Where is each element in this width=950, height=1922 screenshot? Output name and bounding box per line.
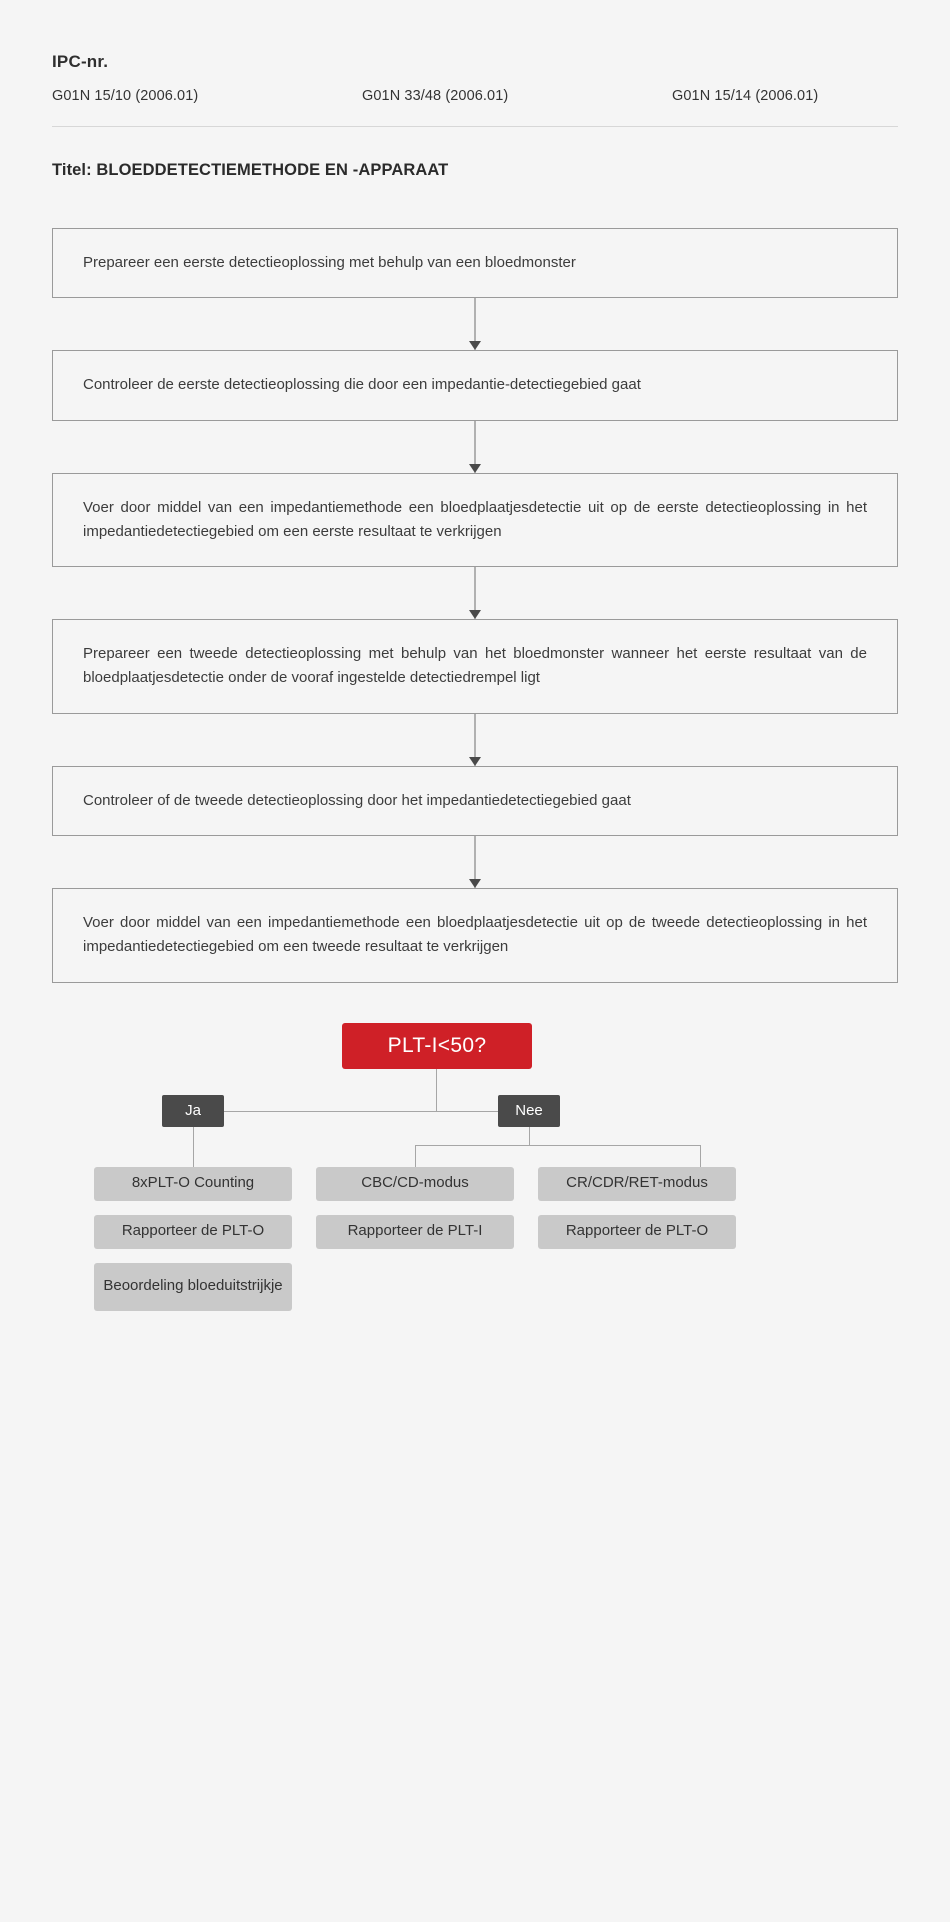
flow-step-5: Controleer of de tweede detectieoplossing door het impedantiedetectiegebied gaat	[52, 766, 898, 836]
flow-arrow	[52, 421, 898, 473]
arrow-head-icon	[469, 341, 481, 350]
tree-connector	[700, 1145, 701, 1167]
flow-arrow	[52, 714, 898, 766]
tree-connector	[193, 1111, 529, 1112]
header-divider	[52, 126, 898, 127]
arrow-head-icon	[469, 879, 481, 888]
arrow-head-icon	[469, 464, 481, 473]
leaf-report-plt-o-no: Rapporteer de PLT-O	[538, 1215, 736, 1249]
leaf-cbc-cd-mode: CBC/CD-modus	[316, 1167, 514, 1201]
ipc-code: G01N 15/14 (2006.01)	[672, 88, 819, 104]
flow-arrow	[52, 298, 898, 350]
process-flow	[52, 228, 898, 983]
branch-label-no: Nee	[498, 1095, 560, 1127]
tree-connector	[436, 1069, 437, 1111]
page-title: Titel: BLOEDDETECTIEMETHODE EN -APPARAAT	[52, 161, 449, 179]
tree-connector	[529, 1127, 530, 1145]
branch-label-yes: Ja	[162, 1095, 224, 1127]
flow-step-4: Prepareer een tweede detectieoplossing met behulp van het bloedmonster wanneer het eerste resultaat van de bloedplaatjesdetectie onder de vooraf ingestelde detectiedrempel ligt	[52, 619, 898, 714]
tree-connector	[415, 1145, 416, 1167]
ipc-code: G01N 15/10 (2006.01)	[52, 88, 199, 104]
decision-tree	[52, 1013, 898, 1313]
decision-node: PLT-I<50?	[342, 1023, 532, 1069]
flow-step-6: Voer door middel van een impedantiemethode een bloedplaatjesdetectie uit op de tweede detectieoplossing in het impedantiedetectiegebied om een tweede resultaat te verkrijgen	[52, 888, 898, 983]
tree-connector	[193, 1127, 194, 1167]
flow-step-1: Prepareer een eerste detectieoplossing met behulp van een bloedmonster	[52, 228, 898, 298]
ipc-code-row	[52, 88, 898, 104]
flow-arrow	[52, 567, 898, 619]
arrow-head-icon	[469, 757, 481, 766]
flow-arrow	[52, 836, 898, 888]
leaf-8x-plt-o-counting: 8xPLT-O Counting	[94, 1167, 292, 1201]
ipc-label: IPC-nr.	[52, 52, 109, 71]
ipc-code: G01N 33/48 (2006.01)	[362, 88, 509, 104]
flow-step-3: Voer door middel van een impedantiemethode een bloedplaatjesdetectie uit op de eerste detectieoplossing in het impedantiedetectiegebied om een eerste resultaat te verkrijgen	[52, 473, 898, 568]
leaf-report-plt-i: Rapporteer de PLT-I	[316, 1215, 514, 1249]
leaf-cr-cdr-ret-mode: CR/CDR/RET-modus	[538, 1167, 736, 1201]
tree-connector	[415, 1145, 700, 1146]
ipc-section	[52, 52, 898, 104]
leaf-blood-smear-review: Beoordeling bloeduitstrijkje	[94, 1263, 292, 1311]
flow-step-2: Controleer de eerste detectieoplossing die door een impedantie-detectiegebied gaat	[52, 350, 898, 420]
leaf-report-plt-o-yes: Rapporteer de PLT-O	[94, 1215, 292, 1249]
arrow-head-icon	[469, 610, 481, 619]
